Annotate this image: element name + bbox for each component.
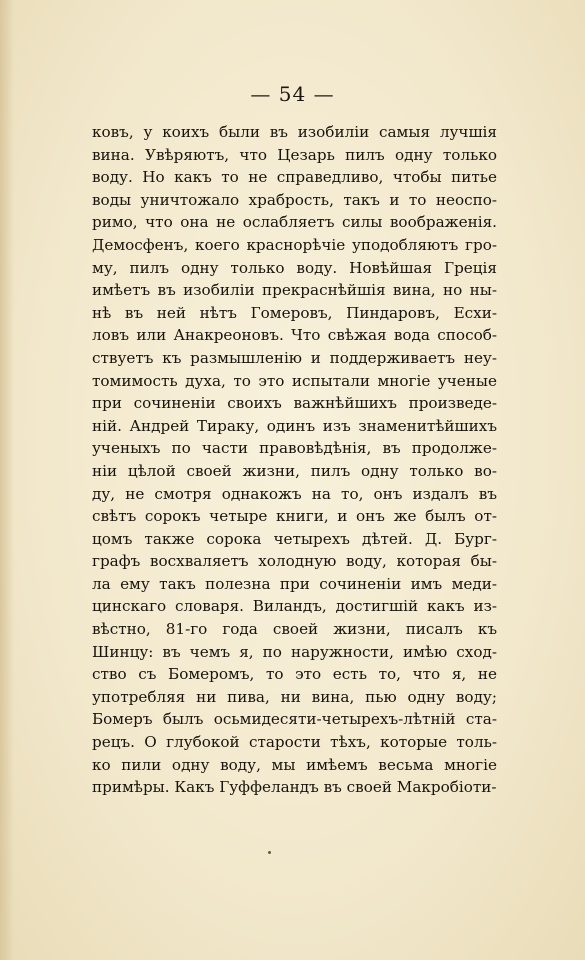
text-line: ство съ Бомеромъ, то это есть то, что я, не <box>92 665 497 684</box>
text-line: примѣры. Какъ Гуффеландъ въ своей Макробіоти- <box>92 778 497 797</box>
text-line: нѣ въ ней нѣтъ Гомеровъ, Пиндаровъ, Есхи- <box>92 303 497 322</box>
text-line: римо, что она не ослабляетъ силы воображенія. <box>92 213 497 232</box>
text-line: имѣетъ въ изобиліи прекраснѣйшія вина, но ны- <box>92 281 497 300</box>
text-line: томимость духа, то это испытали многіе ученые <box>92 371 497 390</box>
text-line: свѣтъ сорокъ четыре книги, и онъ же былъ от- <box>92 507 497 526</box>
text-line: вѣстно, 81-го года своей жизни, писалъ къ <box>92 620 497 639</box>
text-line: Шинцу: въ чемъ я, по наружности, имѣю сход- <box>92 642 497 661</box>
text-line: ду, не смотря однакожъ на то, онъ издалъ въ <box>92 484 497 503</box>
text-line: ученыхъ по части правовѣдѣнія, въ продолже- <box>92 439 497 458</box>
text-line: Бомеръ былъ осьмидесяти-четырехъ-лѣтній ста- <box>92 710 497 729</box>
body-text <box>92 121 497 799</box>
text-line: рецъ. О глубокой старости тѣхъ, которые толь- <box>92 733 497 752</box>
text-line: ловъ или Анакреоновъ. Что свѣжая вода способ- <box>92 326 497 345</box>
text-line: ствуетъ къ размышленію и поддерживаетъ неу- <box>92 348 497 367</box>
page-number: — 54 — <box>250 82 335 106</box>
ink-speck <box>268 851 271 854</box>
text-line: ніи цѣлой своей жизни, пилъ одну только во- <box>92 461 497 480</box>
text-line: Демосфенъ, коего краснорѣчіе уподобляютъ гро- <box>92 235 497 254</box>
text-line: воды уничтожало храбрость, такъ и то неоспо- <box>92 190 497 209</box>
text-line: употребляя ни пива, ни вина, пью одну воду; <box>92 687 497 706</box>
text-line: вина. Увѣряютъ, что Цезарь пилъ одну только <box>92 145 497 164</box>
text-line: цинскаго словаря. Виландъ, достигшій какъ из- <box>92 597 497 616</box>
text-line: му, пилъ одну только воду. Новѣйшая Греція <box>92 258 497 277</box>
text-line: цомъ также сорока четырехъ дѣтей. Д. Бург- <box>92 529 497 548</box>
text-line: ній. Андрей Тираку, одинъ изъ знаменитѣйшихъ <box>92 416 497 435</box>
text-line: ла ему такъ полезна при сочиненіи имъ меди- <box>92 574 497 593</box>
text-line: воду. Но какъ то не справедливо, чтобы питье <box>92 168 497 187</box>
text-line: ко пили одну воду, мы имѣемъ весьма многіе <box>92 755 497 774</box>
text-line: при сочиненіи своихъ важнѣйшихъ произведе- <box>92 394 497 413</box>
text-line: графъ восхваляетъ холодную воду, которая бы- <box>92 552 497 571</box>
text-line: ковъ, у коихъ были въ изобиліи самыя лучшія <box>92 123 497 141</box>
